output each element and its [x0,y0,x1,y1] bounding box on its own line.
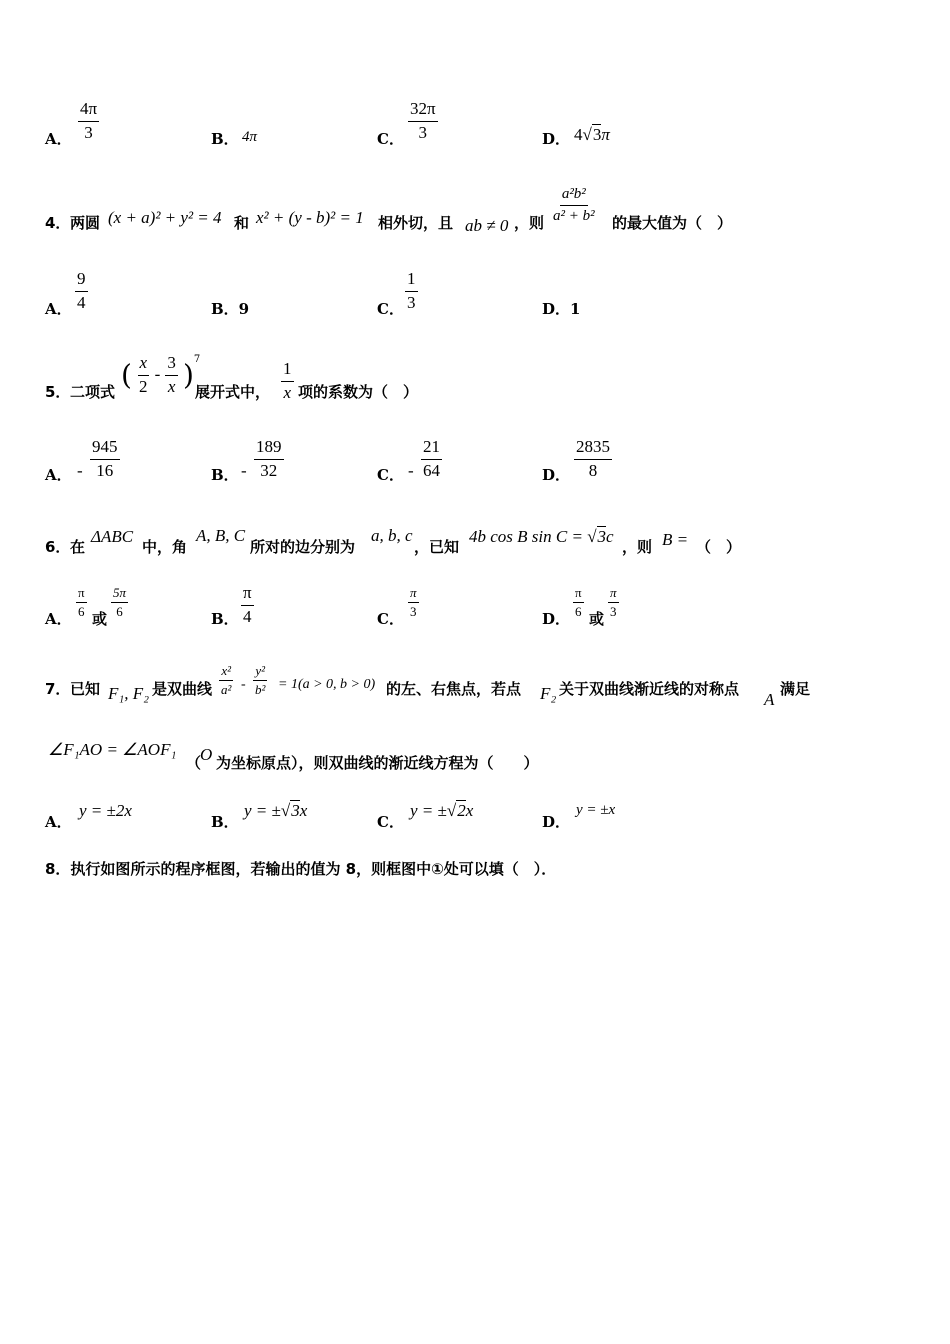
q4-text-3: 相外切，且 [378,214,454,232]
q6-text-2: 中，角 [142,538,188,556]
q4-option-c-label: C． [377,300,404,318]
q3-c-den: 3 [418,122,428,142]
q5-d-num: 2835 [574,438,612,460]
q4-text-1: 两圆 [70,214,101,232]
q6-option-a-fraction-2 [111,586,128,620]
q3-a-num: 4π [78,100,99,122]
q5-g-num: 1 [281,360,294,382]
q6-option-c-label: C． [377,610,404,628]
q5-a-num: 945 [90,438,120,460]
q5-option-c-sign: - [408,461,414,480]
q7-hyperbola-frac-1 [219,664,233,698]
q7-options [0,798,950,838]
q7-condition: ∠F₁AO = ∠AOF₁ [48,740,177,759]
q5-text-3: 项的系数为（ ） [298,383,419,401]
q5-f2-num: 3 [165,354,178,376]
q5-f1-num: x [138,354,150,376]
q7-text-1: 已知 [70,680,101,698]
q4-equation-2: x² + (y - b)² = 1 [256,208,364,227]
q6-a-d1: 6 [78,604,85,620]
q4-c-den: 3 [407,292,416,312]
q6-text-5: ，则 [622,538,653,556]
q5-term-fraction [281,360,294,402]
q7-h2-den: b² [255,682,266,698]
q5-c-num: 21 [421,438,442,460]
q7-option-c-label: C． [377,813,404,831]
q6-b-num: π [241,584,254,606]
q7-text-7: 为坐标原点），则双曲线的渐近线方程为（ ） [216,754,539,772]
q6-equation [469,527,614,547]
q7-foci: F₁, F₂ [108,684,150,703]
q5-option-b-fraction [254,438,284,480]
q6-option-b-fraction [241,584,254,626]
question-6 [0,522,950,562]
q5-a-den: 16 [96,460,114,480]
q7-text-6: （ [186,754,202,772]
sqrt-icon: √ [446,801,457,820]
q3-d-rad: 3 [592,125,602,144]
q6-a-d2: 6 [116,604,123,620]
q6-eq-c: c [606,527,614,546]
q3-option-b-label: B． [211,130,239,148]
q6-d-d1: 6 [575,604,582,620]
question-4 [0,182,950,242]
sqrt-icon: √ [587,527,597,546]
q6-option-a-or: 或 [92,610,108,628]
right-paren-icon: ) [182,358,194,392]
q7-b-rad: 3 [291,801,300,820]
q4-options [0,268,950,328]
q5-binomial [121,354,200,410]
q7-point-a: A [764,690,775,709]
q7-text-2: 是双曲线 [152,680,213,698]
q5-option-d-label: D． [542,466,571,484]
q7-b-pre: y = ± [244,801,281,820]
q5-option-b-sign: - [241,461,247,480]
q4-fraction [551,186,597,224]
q6-angles: A, B, C [196,526,246,545]
q4-a-den: 4 [77,292,86,312]
q7-f2: F₂ [540,684,557,703]
q7-h1-num: x² [219,664,233,681]
q5-f1-den: 2 [139,376,148,396]
q5-power: 7 [193,354,201,365]
q6-d-n2: π [608,586,619,603]
q6-text-6: （ ） [696,538,742,556]
q3-option-c-label: C． [377,130,404,148]
q7-hyperbola-minus: - [241,677,246,692]
q7-c-x: x [465,801,474,820]
q4-text-4: ，则 [514,214,545,232]
q7-option-b-value [244,801,307,821]
q5-text-1: 二项式 [70,383,116,401]
q3-option-a-fraction [78,100,99,142]
q5-frac-2 [165,354,178,396]
q4-frac-num: a²b² [560,186,588,206]
q5-option-a-sign: - [77,461,83,480]
q7-c-pre: y = ± [410,801,447,820]
q5-option-d-fraction [574,438,612,480]
q7-number: 7． [45,680,71,698]
q6-option-c-fraction [408,586,419,620]
q7-text-5: 满足 [780,680,811,698]
q6-a-n1: π [76,586,87,603]
q6-text-3: 所对的边分别为 [250,538,356,556]
q6-ask: B = [662,530,689,549]
q6-b-den: 4 [243,606,252,626]
q4-option-a-label: A． [45,300,72,318]
q5-option-b-label: B． [211,466,239,484]
q5-c-den: 64 [423,460,440,480]
q3-c-num: 32π [408,100,438,122]
q4-equation-1: (x + a)² + y² = 4 [108,208,222,227]
q6-d-d2: 3 [610,604,617,620]
q6-option-a-label: A． [45,610,72,628]
q6-option-d-fraction-2 [608,586,619,620]
question-5 [0,354,950,414]
q4-a-num: 9 [75,270,88,292]
q6-eq-left: 4b cos B sin C = [469,527,588,546]
q6-c-den: 3 [410,604,417,620]
q7-h2-num: y² [253,664,267,681]
q6-option-d-or: 或 [589,610,605,628]
q5-frac-1 [137,354,150,396]
q5-b-num: 189 [254,438,284,460]
question-8: 8．执行如图所示的程序框图，若输出的值为 8，则框图中①处可以填（ ）． [45,860,557,878]
q5-option-c-label: C． [377,466,404,484]
q6-d-n1: π [573,586,584,603]
sqrt-icon: √ [280,801,291,820]
q6-sides: a, b, c [371,526,413,545]
q7-option-a-label: A． [45,813,72,831]
q4-text-5: 的最大值为（ ） [612,214,733,232]
q6-text-4: ，已知 [414,538,460,556]
q4-frac-den: a² + b² [553,207,595,224]
q6-option-b-label: B． [211,610,239,628]
q6-triangle: ΔABC [91,527,134,546]
q5-option-a-fraction [90,438,120,480]
q3-option-c-fraction [408,100,438,142]
q6-option-a-fraction-1 [76,586,87,620]
q7-text-3: 的左、右焦点，若点 [386,680,522,698]
question-7-line-2 [0,738,950,778]
q5-text-2: 展开式中， [195,383,271,401]
q6-text-1: 在 [70,538,86,556]
q7-option-c-value [410,801,473,821]
q5-number: 5． [45,383,71,401]
q5-f2-den: x [167,376,176,396]
q7-option-a-value: y = ±2x [79,801,132,820]
q7-hyperbola-frac-2 [253,664,267,698]
q6-eq-rad: 3 [597,527,607,546]
q4-option-d: D．1 [542,300,581,318]
q6-number: 6． [45,538,71,556]
q3-d-pi: π [601,125,610,144]
q3-options [0,98,950,158]
q5-options [0,436,950,496]
q5-b-den: 32 [260,460,278,480]
q5-option-c-fraction [421,438,442,480]
q6-option-d-fraction-1 [573,586,584,620]
q3-option-b-value: 4π [242,129,258,145]
q6-option-d-label: D． [542,610,571,628]
q7-hyperbola-rest: = 1(a > 0, b > 0) [278,677,376,692]
q6-options [0,584,950,634]
q7-option-b-label: B． [211,813,239,831]
q3-option-a-label: A． [45,130,72,148]
q7-origin: O [200,745,213,764]
q3-option-d-label: D． [542,130,571,148]
q7-h1-den: a² [221,682,232,698]
left-paren-icon: ( [121,358,132,392]
q6-a-n2: 5π [111,586,128,603]
q5-minus: - [154,364,161,384]
q4-option-a-fraction [75,270,88,312]
q5-option-a-label: A． [45,466,72,484]
q7-b-x: x [299,801,308,820]
q6-c-num: π [408,586,419,603]
q4-c-num: 1 [405,270,418,292]
q7-option-d-value: y = ±x [576,802,616,818]
q4-condition: ab ≠ 0 [465,216,509,235]
q3-d-coef: 4 [574,125,583,144]
q4-option-c-fraction [405,270,418,312]
q4-option-b: B．9 [211,300,250,318]
q7-option-d-label: D． [542,813,571,831]
q5-g-den: x [283,382,292,402]
q7-c-rad: 2 [457,801,466,820]
q4-number: 4． [45,214,71,232]
q3-option-d-value: 4√3π [574,125,610,144]
q7-text-4: 关于双曲线渐近线的对称点 [559,680,740,698]
question-7 [0,660,950,710]
q5-d-den: 8 [588,460,598,480]
q3-a-den: 3 [84,122,93,142]
q4-text-2: 和 [234,214,250,232]
